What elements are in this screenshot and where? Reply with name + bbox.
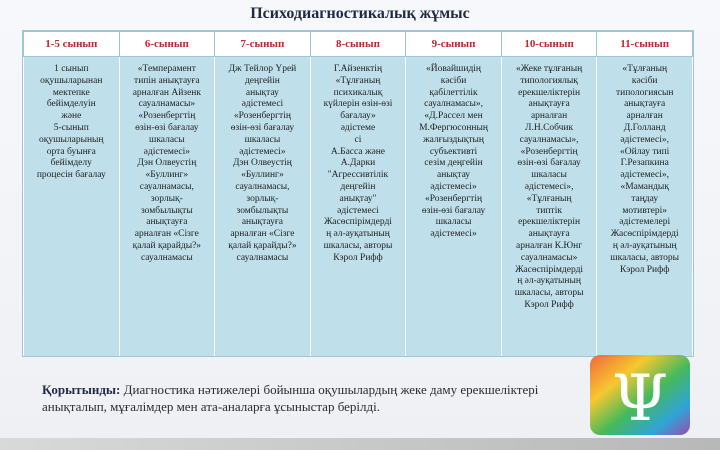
column-header: 7-сынып bbox=[215, 32, 311, 57]
table-cell bbox=[24, 57, 120, 357]
table-cell bbox=[406, 57, 502, 357]
bottom-decoration bbox=[0, 438, 720, 450]
diagnostics-table bbox=[22, 30, 694, 357]
table-cell bbox=[501, 57, 597, 357]
column-header: 9-сынып bbox=[406, 32, 502, 57]
cell-text: «Темперамент типін анықтауға арналған Айзенк сауалнамасы» «Розенбергтің өзін-өзі бағалау шкаласы әдістемесі» Дэн Олвеустің «Буллинг» сауалнамасы, зорлық- зомбылықты анықтауға арналған «Сізге қалай қарайды?» сауалнамасы bbox=[132, 64, 202, 263]
table-header-row bbox=[24, 32, 693, 57]
column-header: 8-сынып bbox=[310, 32, 406, 57]
column-header: 10-сынып bbox=[501, 32, 597, 57]
table-cell bbox=[597, 57, 693, 357]
psi-glyph: Ψ bbox=[611, 362, 669, 436]
cell-text: Дж Тейлор Үрей деңгейін анықтау әдістемесі «Розенбергтің өзін-өзі бағалау шкаласы әдістемесі» Дэн Олвеустің «Буллинг» сауалнамасы, зорлық- зомбылықты анықтауға арналған «Сізге қалай қарайды?» сауалнамасы bbox=[228, 64, 297, 263]
cell-text: 1 сынып оқушыларынан мектепке бейімделуін және 5-сынып оқушыларының орта буынға бейімделу процесін бағалау bbox=[36, 64, 106, 181]
page-title: Психодиагностикалық жұмыс bbox=[250, 5, 470, 22]
cell-text: «Йовайшидің кәсіби қабілеттілік сауалнамасы», «Д.Рассел мен М.Фергюсонның жалғыздықтың субъективті сезім деңгейін анықтау әдістемесі» «Розенбергтің өзін-өзі бағалау шкаласы әдістемесі» bbox=[419, 64, 488, 240]
cell-text: «Тұлғаның кәсіби типологиясын анықтауға арналған Д.Голланд әдістемесі», «Ойлау типі Г.Резапкина әдістемесі», «Мамандық таңдау мотивтері» әдістемелері Жасөспірімдерді ң әл-ауқатының шкаласы, авторы Кэрол Рифф bbox=[610, 64, 680, 275]
cell-text: Г.Айзенктің «Тұлғаның психикалық күйлерін өзін-өзі бағалау» әдістеме сі А.Басса және А.Дарки "Агрессивтілік деңгейін анықтау" әдістемесі Жасөспірімдерді ң әл-ауқатының шкаласы, авторы Кэрол Рифф bbox=[323, 64, 393, 263]
table-cell bbox=[119, 57, 215, 357]
column-header: 11-сынып bbox=[597, 32, 693, 57]
conclusion-text bbox=[42, 381, 562, 415]
column-header: 6-сынып bbox=[119, 32, 215, 57]
table-row bbox=[24, 57, 693, 357]
psi-logo-icon bbox=[585, 350, 695, 440]
table-cell bbox=[310, 57, 406, 357]
column-header: 1-5 сынып bbox=[24, 32, 120, 57]
cell-text: «Жеке тұлғаның типологиялық ерекшеліктерін анықтауға арналған Л.Н.Собчик сауалнамасы», «Розенбергтің өзін-өзі бағалау шкаласы әдістемесі», «Тұлғаның типтік ерекшеліктерін анықтауға арналған К.Юнг сауалнамасы» Жасөспірімдерді ң әл-ауқатының шкаласы, авторы Кэрол Рифф bbox=[514, 64, 584, 310]
table-cell bbox=[215, 57, 311, 357]
conclusion-body: Диагностика нәтижелері бойынша оқушылардың жеке даму ерекшеліктері анықталып, мұғалімдер мен ата-аналарға ұсыныстар берілді. bbox=[42, 382, 539, 414]
conclusion-label: Қорытынды: bbox=[42, 382, 121, 397]
